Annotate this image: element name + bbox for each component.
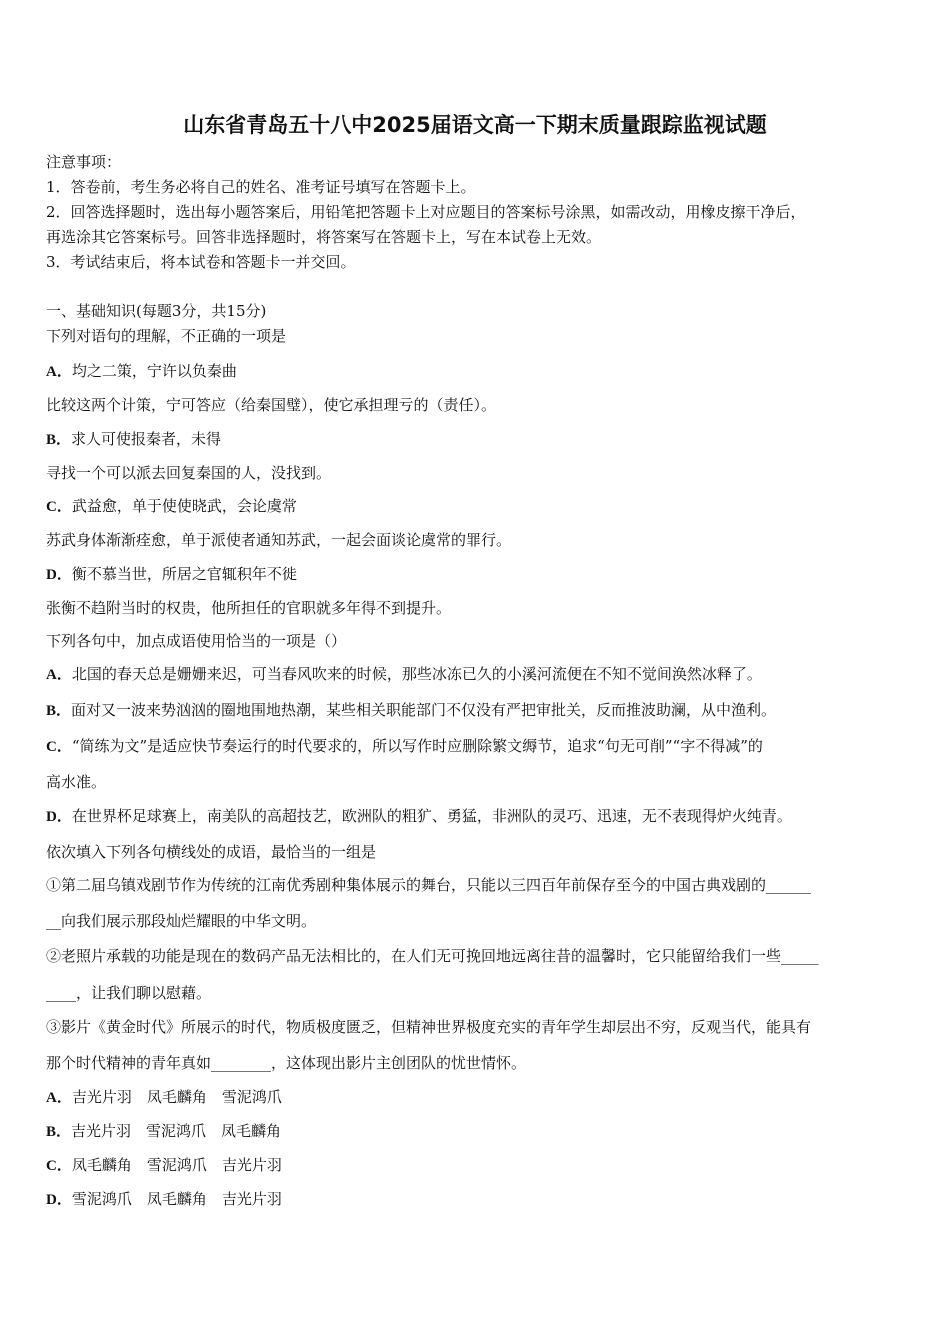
fill-sentence: ____，让我们聊以慰藉。	[46, 984, 212, 1002]
question-stem: 下列各句中，加点成语使用恰当的一项是（）	[46, 632, 347, 650]
option-letter: C．	[46, 739, 72, 755]
option-text: 求人可使报秦者，未得	[71, 430, 222, 448]
option-d	[46, 563, 906, 586]
option-b	[46, 699, 906, 722]
option-letter: A．	[46, 667, 72, 683]
option-c	[46, 1154, 906, 1177]
option-explanation: 寻找一个可以派去回复秦国的人，没找到。	[46, 464, 332, 482]
option-text: 吉光片羽 凤毛麟角 雪泥鸿爪	[71, 1088, 282, 1106]
question-stem: 依次填入下列各句横线处的成语，最恰当的一组是	[46, 843, 377, 861]
option-letter: A．	[46, 364, 72, 380]
option-a	[46, 663, 906, 686]
question-stem: 下列对语句的理解，不正确的一项是	[46, 327, 287, 345]
fill-sentence: ①第二届乌镇戏剧节作为传统的江南优秀剧种集体展示的舞台，只能以三四百年前保存至今的中国古典戏剧的______	[46, 876, 812, 894]
option-b	[46, 428, 906, 451]
fill-sentence: ③影片《黄金时代》所展示的时代，物质极度匮乏，但精神世界极度充实的青年学生却层出不穷，反观当代，能具有	[46, 1018, 812, 1036]
option-text: 均之二策，宁许以负秦曲	[71, 362, 237, 380]
option-text: 雪泥鸿爪 凤毛麟角 吉光片羽	[71, 1190, 282, 1208]
option-letter: C．	[46, 1158, 72, 1174]
option-a	[46, 1086, 906, 1109]
option-letter: A．	[46, 1090, 72, 1106]
option-letter: C．	[46, 499, 72, 515]
option-a	[46, 360, 906, 383]
option-letter: B．	[46, 1124, 72, 1140]
option-letter: D．	[46, 567, 72, 583]
fill-sentence: ②老照片承载的功能是现在的数码产品无法相比的，在人们无可挽回地远离往昔的温馨时，它只能留给我们一些_____	[46, 947, 819, 965]
fill-sentence: 那个时代精神的青年真如________，这体现出影片主创团队的忧世情怀。	[46, 1054, 527, 1072]
option-c	[46, 495, 906, 518]
option-text: 凤毛麟角 雪泥鸿爪 吉光片羽	[71, 1156, 282, 1174]
option-explanation: 比较这两个计策，宁可答应（给秦国璧），使它承担理亏的（责任）。	[46, 396, 497, 414]
option-d	[46, 1188, 906, 1211]
option-letter: B．	[46, 703, 72, 719]
option-text: 北国的春天总是姗姗来迟，可当春风吹来的时候，那些冰冻已久的小溪河流便在不知不觉间涣然冰释了。	[71, 665, 762, 683]
option-text: “简练为文”是适应快节奏运行的时代要求的，所以写作时应删除繁文缛节，追求“句无可削”“字不得减”的	[71, 737, 763, 755]
option-letter: D．	[46, 809, 72, 825]
option-text: 衡不慕当世，所居之官辄积年不徙	[71, 565, 297, 583]
notice-heading: 注意事项：	[46, 153, 122, 171]
option-explanation: 张衡不趋附当时的权贵，他所担任的官职就多年得不到提升。	[46, 599, 452, 617]
option-b	[46, 1120, 906, 1143]
option-letter: B．	[46, 432, 72, 448]
notice-item: 3．考试结束后，将本试卷和答题卡一并交回。	[46, 253, 356, 271]
option-text: 吉光片羽 雪泥鸿爪 凤毛麟角	[71, 1122, 282, 1140]
page-title: 山东省青岛五十八中2025届语文高一下期末质量跟踪监视试题	[183, 113, 767, 137]
option-continuation: 高水准。	[46, 773, 107, 791]
option-text: 在世界杯足球赛上，南美队的高超技艺，欧洲队的粗犷、勇猛，非洲队的灵巧、迅速，无不表现得炉火纯青。	[71, 807, 792, 825]
option-d	[46, 805, 906, 828]
section-heading: 一、基础知识(每题3分，共15分)	[46, 302, 267, 320]
fill-sentence: __向我们展示那段灿烂耀眼的中华文明。	[46, 912, 317, 930]
option-letter: D．	[46, 1192, 72, 1208]
notice-item: 2．回答选择题时，选出每小题答案后，用铅笔把答题卡上对应题目的答案标号涂黑，如需改动，用橡皮擦干净后，	[46, 203, 806, 221]
option-text: 武益愈，单于使使晓武，会论虞常	[71, 497, 297, 515]
notice-item: 再选涂其它答案标号。回答非选择题时，将答案写在答题卡上，写在本试卷上无效。	[46, 228, 602, 246]
option-c	[46, 735, 906, 758]
option-text: 面对又一波来势汹汹的圈地围地热潮，某些相关职能部门不仅没有严把审批关，反而推波助澜，从中渔利。	[71, 701, 777, 719]
option-explanation: 苏武身体渐渐痊愈，单于派使者通知苏武，一起会面谈论虞常的罪行。	[46, 531, 512, 549]
notice-item: 1．答卷前，考生务必将自己的姓名、准考证号填写在答题卡上。	[46, 178, 476, 196]
